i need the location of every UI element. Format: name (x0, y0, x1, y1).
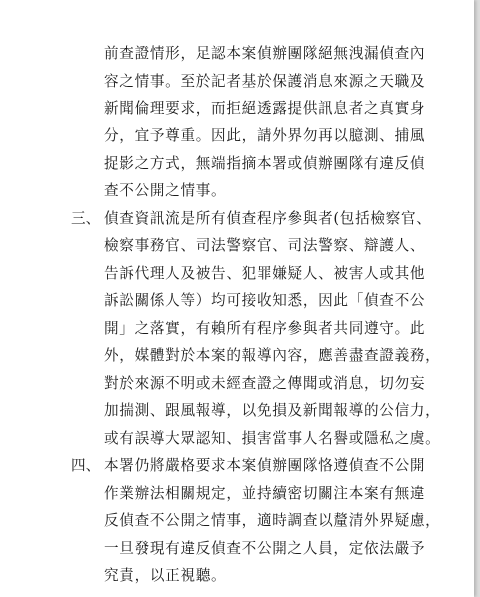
paragraph-line: 開」之落實，有賴所有程序參與者共同遵守。此 (104, 320, 426, 337)
paragraph-line: 本署仍將嚴格要求本案偵辦團隊恪遵偵查不公開 (104, 457, 426, 474)
paragraph-line: 作業辦法相關規定，並持續密切關注本案有無違 (104, 485, 426, 502)
paragraph-line: 訴訟關係人等）均可接收知悉，因此「偵查不公 (104, 292, 426, 309)
paragraph-line: 對於來源不明或未經查證之傳聞或消息，切勿妄 (104, 375, 426, 392)
paragraph-line: 究責，以正視聽。 (104, 567, 227, 584)
paragraph-line: 前查證情形，足認本案偵辦團隊絕無洩漏偵查內 (104, 45, 426, 62)
paragraph-line: 一旦發現有違反偵查不公開之人員，定依法嚴予 (104, 540, 426, 557)
paragraph-line: 或有誤導大眾認知、損害當事人名譽或隱私之虞。 (104, 430, 441, 447)
paragraph-line: 新聞倫理要求，而拒絕透露提供訊息者之真實身 (104, 100, 426, 117)
paragraph-line: 捉影之方式，無端指摘本署或偵辦團隊有違反偵 (104, 155, 426, 172)
paragraph-line: 外，媒體對於本案的報導內容，應善盡查證義務， (104, 347, 441, 364)
paragraph-line: 反偵查不公開之情事，適時調查以釐清外界疑慮， (104, 512, 441, 529)
paragraph-line: 加揣測、跟風報導，以免損及新聞報導的公信力， (104, 402, 441, 419)
paragraph-line: 分，宜予尊重。因此，請外界勿再以臆測、捕風 (104, 127, 426, 144)
paragraph-line: 告訴代理人及被告、犯罪嫌疑人、被害人或其他 (104, 265, 426, 282)
paragraph-line: 查不公開之情事。 (104, 182, 227, 199)
paragraph-line: 偵查資訊流是所有偵查程序參與者(包括檢察官、 (104, 210, 432, 227)
section-number: 三、 (71, 210, 101, 227)
section-number: 四、 (71, 457, 101, 474)
paragraph-line: 容之情事。至於記者基於保護消息來源之天職及 (104, 73, 426, 90)
paragraph-line: 檢察事務官、司法警察官、司法警察、辯護人、 (104, 237, 426, 254)
